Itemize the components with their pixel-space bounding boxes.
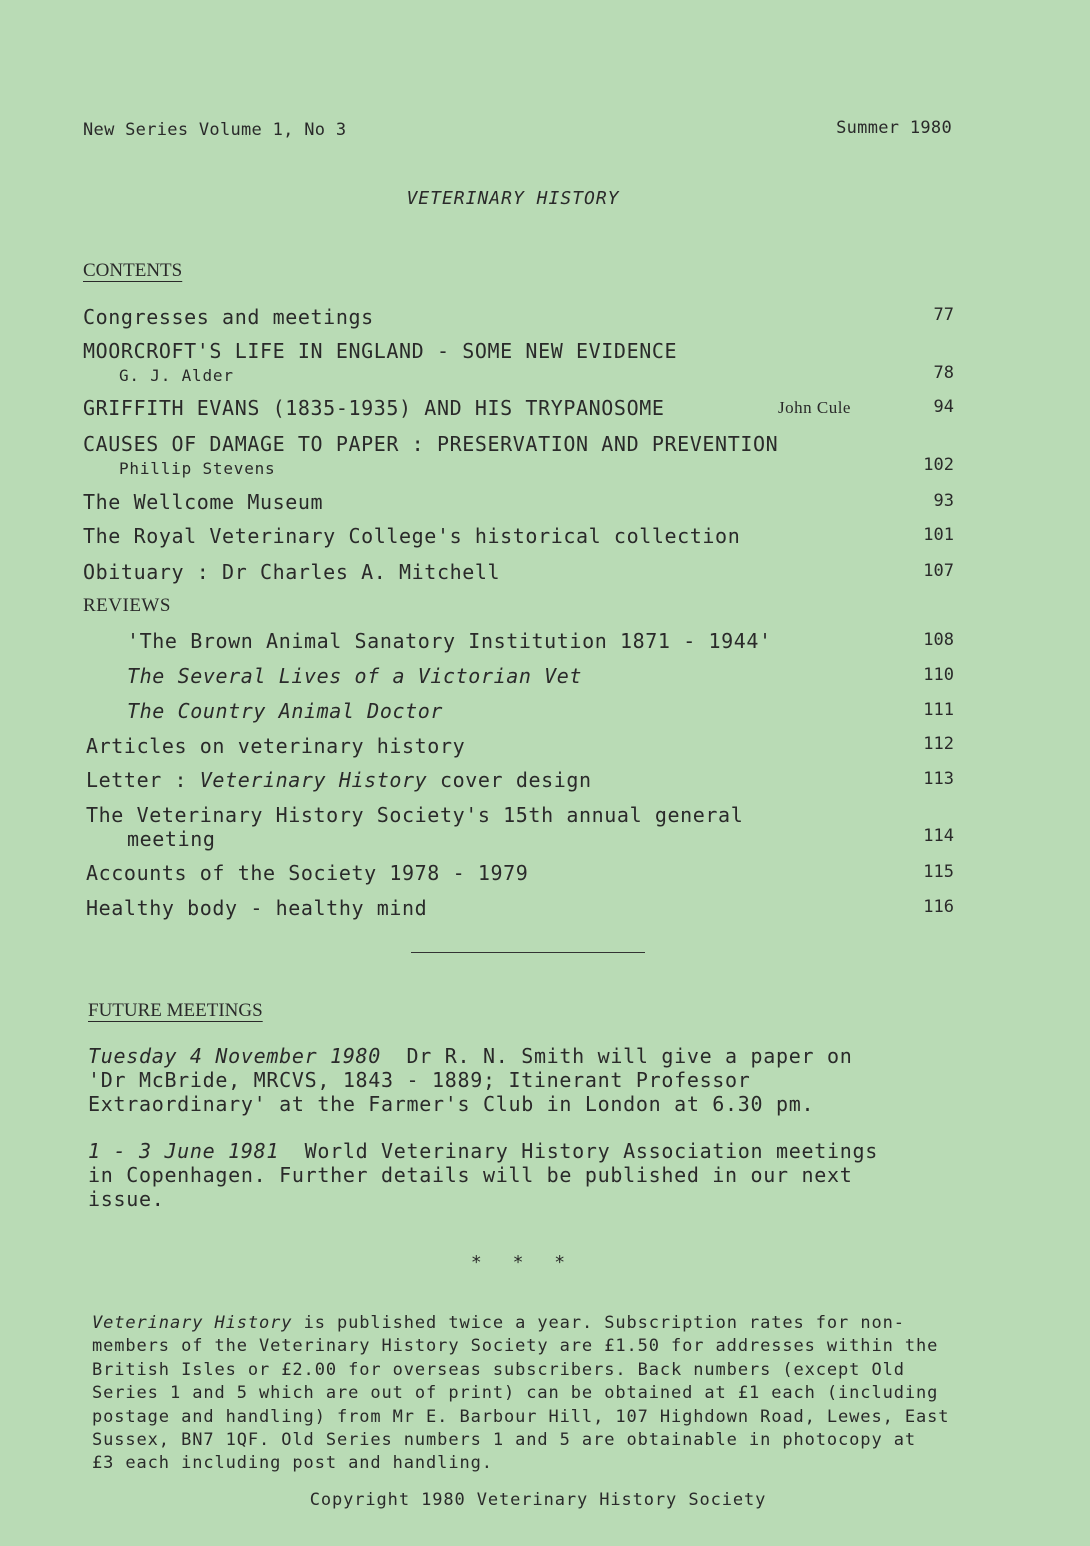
meeting-text: Dr R. N. Smith will give a paper on xyxy=(406,1044,853,1068)
note-line: postage and handling) from Mr E. Barbour Hill, 107 Highdown Road, Lewes, East xyxy=(92,1406,950,1427)
toc-page: 94 xyxy=(933,397,954,417)
toc-page: 102 xyxy=(923,455,954,475)
toc-title-continued: meeting xyxy=(127,827,216,851)
toc-title: 'The Brown Animal Sanatory Institution 1871 - 1944' xyxy=(127,629,772,653)
toc-title: The Veterinary History Society's 15th annual general xyxy=(86,803,744,827)
toc-page: 108 xyxy=(923,630,954,650)
note-line: British Isles or £2.00 for overseas subscribers. Back numbers (except Old xyxy=(92,1359,905,1380)
journal-title: VETERINARY HISTORY xyxy=(406,188,620,209)
toc-title: MOORCROFT'S LIFE IN ENGLAND - SOME NEW EVIDENCE xyxy=(83,339,678,363)
meeting-text: in Copenhagen. Further details will be published in our next xyxy=(88,1163,853,1187)
toc-page: 112 xyxy=(923,734,954,754)
toc-title: CAUSES OF DAMAGE TO PAPER : PRESERVATION AND PREVENTION xyxy=(83,432,779,456)
meeting-entry xyxy=(88,1044,852,1116)
meeting-text: issue. xyxy=(88,1187,165,1211)
toc-page: 110 xyxy=(923,665,954,685)
toc-title: Congresses and meetings xyxy=(83,305,374,329)
toc-page: 93 xyxy=(933,491,954,511)
toc-page: 113 xyxy=(923,769,954,789)
meeting-date: Tuesday 4 November 1980 xyxy=(88,1044,382,1068)
toc-author: G. J. Alder xyxy=(119,366,234,385)
toc-page: 111 xyxy=(923,700,954,720)
volume-info: New Series Volume 1, No 3 xyxy=(83,120,347,140)
note-line: Series 1 and 5 which are out of print) can be obtained at £1 each (including xyxy=(92,1383,939,1404)
toc-author: John Cule xyxy=(778,398,851,417)
season-date: Summer 1980 xyxy=(836,118,952,138)
toc-page: 101 xyxy=(923,525,954,545)
meeting-date: 1 - 3 June 1981 xyxy=(88,1139,280,1163)
toc-page: 107 xyxy=(923,561,954,581)
toc-title: Articles on veterinary history xyxy=(86,734,466,758)
asterisk-separator: * * * xyxy=(470,1252,576,1273)
toc-title: Accounts of the Society 1978 - 1979 xyxy=(86,861,529,885)
toc-title: Obituary : Dr Charles A. Mitchell xyxy=(83,560,501,584)
future-meetings-heading: FUTURE MEETINGS xyxy=(88,1000,263,1021)
toc-title-italic: Veterinary History xyxy=(199,768,428,792)
journal-name: Veterinary History xyxy=(92,1313,293,1333)
publication-note xyxy=(92,1312,949,1476)
toc-page: 115 xyxy=(923,862,954,882)
note-line: £3 each including post and handling. xyxy=(92,1453,493,1474)
meeting-text: World Veterinary History Association meetings xyxy=(304,1139,878,1163)
meeting-entry xyxy=(88,1139,878,1211)
toc-title: The Country Animal Doctor xyxy=(127,699,444,723)
toc-page: 78 xyxy=(933,363,954,383)
note-line: Sussex, BN7 1QF. Old Series numbers 1 and 5 are obtainable in photocopy at xyxy=(92,1430,916,1451)
contents-heading: CONTENTS xyxy=(83,260,183,281)
copyright-notice: Copyright 1980 Veterinary History Society xyxy=(309,1490,767,1510)
meeting-text: Extraordinary' at the Farmer's Club in London at 6.30 pm. xyxy=(88,1092,815,1116)
reviews-heading: REVIEWS xyxy=(83,595,171,616)
toc-title: The Royal Veterinary College's historical collection xyxy=(83,524,741,548)
toc-title: The Wellcome Museum xyxy=(83,490,324,514)
toc-title: GRIFFITH EVANS (1835-1935) AND HIS TRYPANOSOME xyxy=(83,396,665,420)
toc-title: Healthy body - healthy mind xyxy=(86,896,428,920)
section-divider xyxy=(411,952,645,953)
toc-title xyxy=(86,768,592,792)
toc-title: The Several Lives of a Victorian Vet xyxy=(127,664,583,688)
toc-page: 77 xyxy=(933,305,954,325)
toc-author: Phillip Stevens xyxy=(119,459,276,478)
toc-page: 116 xyxy=(923,897,954,917)
toc-page: 114 xyxy=(923,826,954,846)
meeting-text: 'Dr McBride, MRCVS, 1843 - 1889; Itinerant Professor xyxy=(88,1068,751,1092)
note-line: is published twice a year. Subscription rates for non- xyxy=(303,1313,905,1333)
toc-title-prefix: Letter : xyxy=(86,768,200,792)
note-line: members of the Veterinary History Society are £1.50 for addresses within the xyxy=(92,1336,939,1357)
toc-title-suffix: cover design xyxy=(427,768,592,792)
